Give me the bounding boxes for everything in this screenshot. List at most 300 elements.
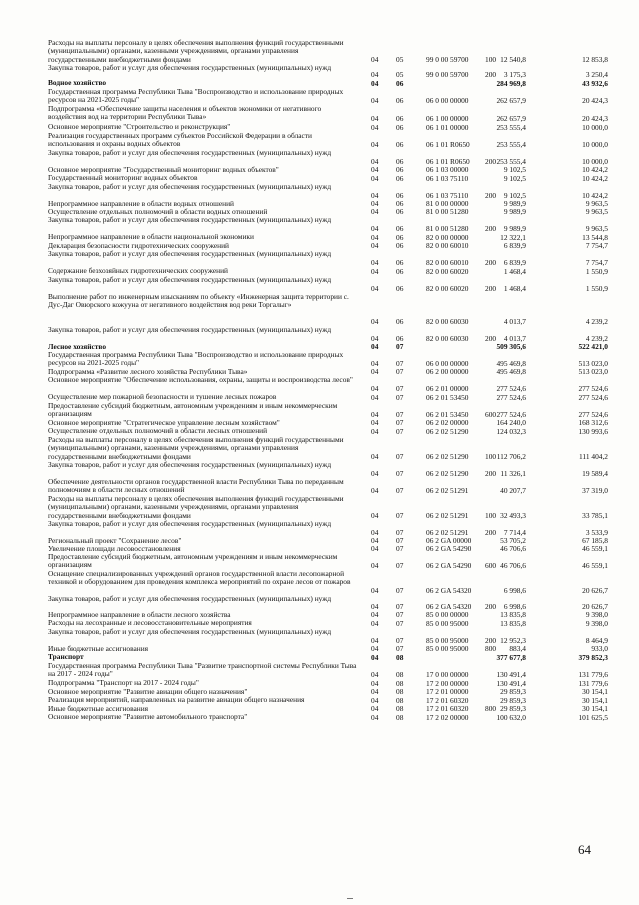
- target-article-cell: 06 1 01 R0650: [426, 139, 470, 149]
- row-name: Закупка товаров, работ и услуг для обеспечения государственных (муниципальных) нужд: [48, 594, 332, 603]
- amount-year-1-cell: 4 013,7: [503, 316, 526, 326]
- amount-year-2-cell: 9 963,5: [585, 223, 608, 233]
- podrazdel-cell: 07: [396, 366, 404, 376]
- table-row: [48, 326, 608, 343]
- razdel-cell: 04: [371, 78, 379, 88]
- amount-year-2-cell: 20 424,3: [582, 113, 608, 123]
- razdel-cell: 04: [371, 316, 379, 326]
- expense-type-cell: 200: [485, 468, 497, 478]
- podrazdel-cell: 06: [396, 190, 404, 200]
- razdel-cell: 04: [371, 139, 379, 149]
- razdel-cell: 04: [371, 223, 379, 233]
- amount-year-1-cell: 29 859,3: [500, 686, 526, 696]
- target-article-cell: 06 2 GA 54320: [426, 601, 472, 611]
- razdel-cell: 04: [371, 69, 379, 79]
- row-name: Основное мероприятие "Государственный мониторинг водных объектов": [48, 165, 279, 174]
- table-row: [48, 595, 608, 611]
- amount-year-2-cell: 933,0: [591, 643, 608, 653]
- amount-year-1-cell: 495 469,8: [496, 358, 526, 368]
- razdel-cell: 04: [371, 618, 379, 628]
- razdel-cell: 04: [371, 510, 379, 520]
- target-article-cell: 06 2 02 51291: [426, 510, 469, 520]
- razdel-cell: 04: [371, 358, 379, 368]
- table-row: [48, 553, 608, 570]
- amount-year-2-cell: 3 533,9: [585, 527, 608, 537]
- podrazdel-cell: 07: [396, 585, 404, 595]
- row-name: Декларация безопасности гидротехнических сооружений: [48, 241, 230, 250]
- amount-year-1-cell: 9 102,5: [503, 190, 526, 200]
- amount-year-2-cell: 168 312,6: [578, 417, 608, 427]
- table-row: [48, 662, 608, 679]
- expense-type-cell: 200: [485, 527, 497, 537]
- table-row: [48, 520, 608, 537]
- row-name: Государственный мониторинг водных объектов: [48, 173, 198, 182]
- target-article-cell: 82 0 00 60030: [426, 333, 469, 343]
- target-article-cell: 06 1 03 00000: [426, 164, 469, 174]
- podrazdel-cell: 07: [396, 417, 404, 427]
- amount-year-1-cell: 32 493,3: [500, 510, 526, 520]
- amount-year-1-cell: 253 555,4: [496, 139, 526, 149]
- table-row: [48, 351, 608, 368]
- razdel-cell: 04: [371, 190, 379, 200]
- table-row: [48, 88, 608, 105]
- table-row: [48, 570, 608, 595]
- target-article-cell: 06 1 01 R0650: [426, 156, 470, 166]
- podrazdel-cell: 06: [396, 232, 404, 242]
- target-article-cell: 06 2 01 53450: [426, 409, 469, 419]
- razdel-cell: 04: [371, 601, 379, 611]
- row-name: Подпрограмма "Транспорт на 2017 - 2024 годы": [48, 678, 199, 687]
- table-row: [48, 628, 608, 645]
- row-name: Государственная программа Республики Тыва "Воспроизводство и использование природных ресурсов на 2021-2025 годы": [48, 350, 344, 368]
- target-article-cell: 81 0 00 51280: [426, 206, 469, 216]
- razdel-cell: 04: [371, 678, 379, 688]
- target-article-cell: 85 0 00 95000: [426, 635, 469, 645]
- razdel-cell: 04: [371, 527, 379, 537]
- expense-type-cell: 600: [485, 409, 497, 419]
- row-name: Расходы на выплаты персоналу в целях обеспечения выполнения функций государственными (муниципальными) органами, казенными учреждениями, органами управления государственными внебюджетными фондами: [48, 494, 344, 520]
- podrazdel-cell: 06: [396, 113, 404, 123]
- podrazdel-cell: 08: [396, 703, 404, 713]
- podrazdel-cell: 06: [396, 122, 404, 132]
- razdel-cell: 04: [371, 426, 379, 436]
- row-name: Закупка товаров, работ и услуг для обеспечения государственных (муниципальных) нужд: [48, 460, 332, 469]
- expense-type-cell: 100: [485, 451, 497, 461]
- amount-year-2-cell: 513 023,0: [578, 358, 608, 368]
- row-name: Закупка товаров, работ и услуг для обеспечения государственных (муниципальных) нужд: [48, 249, 332, 258]
- target-article-cell: 06 2 02 51290: [426, 451, 469, 461]
- amount-year-1-cell: 1 468,4: [503, 283, 526, 293]
- table-row: [48, 461, 608, 478]
- amount-year-1-cell: 53 705,2: [500, 535, 526, 545]
- row-name: Расходы на выплаты персоналу в целях обеспечения выполнения функций государственными (муниципальными) органами, казенными учреждениями, органами управления государственными внебюджетными фондами: [48, 38, 344, 64]
- amount-year-1-cell: 9 989,9: [503, 198, 526, 208]
- target-article-cell: 82 0 00 60010: [426, 240, 469, 250]
- target-article-cell: 06 1 00 00000: [426, 113, 469, 123]
- amount-year-2-cell: 277 524,6: [578, 392, 608, 402]
- row-name: Расходы на лесохранные и лесовосстановительные мероприятия: [48, 618, 252, 627]
- target-article-cell: 85 0 00 00000: [426, 609, 469, 619]
- target-article-cell: 06 0 00 00000: [426, 358, 469, 368]
- table-row: [48, 645, 608, 653]
- row-name: Закупка товаров, работ и услуг для обеспечения государственных (муниципальных) нужд: [48, 215, 332, 224]
- podrazdel-cell: 08: [396, 669, 404, 679]
- razdel-cell: 04: [371, 585, 379, 595]
- target-article-cell: 06 2 GA 54290: [426, 543, 472, 553]
- table-row: [48, 132, 608, 149]
- row-name: Содержание безхозяйных гидротехнических сооружений: [48, 266, 229, 275]
- amount-year-1-cell: 164 240,0: [496, 417, 526, 427]
- razdel-cell: 04: [371, 383, 379, 393]
- amount-year-1-cell: 495 469,8: [496, 366, 526, 376]
- target-article-cell: 99 0 00 59700: [426, 54, 469, 64]
- amount-year-2-cell: 10 000,0: [582, 156, 608, 166]
- row-name: Основное мероприятие "Стратегическое управление лесным хозяйством": [48, 418, 280, 427]
- razdel-cell: 04: [371, 635, 379, 645]
- amount-year-1-cell: 1 468,4: [503, 266, 526, 276]
- row-name: Непрограммное направление в области водных отношений: [48, 199, 235, 208]
- target-article-cell: 06 2 01 00000: [426, 383, 469, 393]
- row-name: Предоставление субсидий бюджетным, автономным учреждениям и иным некоммерческим организациям: [48, 401, 338, 419]
- row-name: Реализация мероприятий, направленных на развитие авиации общего назначения: [48, 695, 305, 704]
- amount-year-2-cell: 8 464,9: [585, 635, 608, 645]
- row-name: Непрограммное направление в области лесного хозяйства: [48, 610, 231, 619]
- amount-year-1-cell: 4 013,7: [503, 333, 526, 343]
- razdel-cell: 04: [371, 703, 379, 713]
- amount-year-1-cell: 377 677,8: [496, 652, 526, 662]
- row-name: Закупка товаров, работ и услуг для обеспечения государственных (муниципальных) нужд: [48, 63, 332, 72]
- row-name: Закупка товаров, работ и услуг для обеспечения государственных (муниципальных) нужд: [48, 519, 332, 528]
- razdel-cell: 04: [371, 266, 379, 276]
- podrazdel-cell: 07: [396, 635, 404, 645]
- amount-year-1-cell: 9 102,5: [503, 173, 526, 183]
- podrazdel-cell: 08: [396, 695, 404, 705]
- table-row: [48, 105, 608, 123]
- row-name: Закупка товаров, работ и услуг для обеспечения государственных (муниципальных) нужд: [48, 148, 332, 157]
- razdel-cell: 04: [371, 232, 379, 242]
- row-name: Предоставление субсидий бюджетным, автономным учреждениям и иным некоммерческим организациям: [48, 552, 338, 570]
- amount-year-2-cell: 10 424,2: [582, 190, 608, 200]
- amount-year-2-cell: 277 524,6: [578, 383, 608, 393]
- amount-year-2-cell: 46 559,1: [582, 560, 608, 570]
- target-article-cell: 85 0 00 95000: [426, 618, 469, 628]
- razdel-cell: 04: [371, 122, 379, 132]
- target-article-cell: 82 0 00 60010: [426, 257, 469, 267]
- amount-year-2-cell: 10 000,0: [582, 122, 608, 132]
- target-article-cell: 06 2 GA 54320: [426, 585, 472, 595]
- row-name: Государственная программа Республики Тыва "Воспроизводство и использование природных ресурсов на 2021-2025 годы": [48, 87, 344, 105]
- amount-year-1-cell: 277 524,6: [496, 409, 526, 419]
- row-name: Реализация государственных программ субъектов Российской Федерации в области использования и охраны водных объектов: [48, 131, 312, 149]
- razdel-cell: 04: [371, 206, 379, 216]
- target-article-cell: 82 0 00 60020: [426, 283, 469, 293]
- row-name: Оснащение специализированных учреждений органов государственной власти лесопожарной техникой и оборудованием для проведения комплекса мероприятий по охране лесов от пожаров: [48, 569, 351, 587]
- podrazdel-cell: 07: [396, 451, 404, 461]
- amount-year-2-cell: 7 754,7: [585, 240, 608, 250]
- amount-year-1-cell: 13 835,8: [500, 618, 526, 628]
- amount-year-1-cell: 46 706,6: [500, 560, 526, 570]
- podrazdel-cell: 06: [396, 206, 404, 216]
- podrazdel-cell: 06: [396, 333, 404, 343]
- razdel-cell: 04: [371, 643, 379, 653]
- podrazdel-cell: 07: [396, 485, 404, 495]
- expense-type-cell: 200: [485, 257, 497, 267]
- podrazdel-cell: 07: [396, 426, 404, 436]
- row-name: Закупка товаров, работ и услуг для обеспечения государственных (муниципальных) нужд: [48, 627, 332, 636]
- amount-year-2-cell: 1 550,9: [585, 283, 608, 293]
- expense-type-cell: 800: [485, 703, 497, 713]
- razdel-cell: 04: [371, 113, 379, 123]
- razdel-cell: 04: [371, 257, 379, 267]
- podrazdel-cell: 07: [396, 601, 404, 611]
- expense-type-cell: 600: [485, 560, 497, 570]
- amount-year-1-cell: 253 555,4: [496, 122, 526, 132]
- razdel-cell: 04: [371, 54, 379, 64]
- target-article-cell: 06 2 00 00000: [426, 366, 469, 376]
- table-row: [48, 64, 608, 79]
- row-name: Лесное хозяйство: [48, 342, 107, 351]
- target-article-cell: 82 0 00 60030: [426, 316, 469, 326]
- razdel-cell: 04: [371, 609, 379, 619]
- table-row: [48, 376, 608, 393]
- podrazdel-cell: 07: [396, 560, 404, 570]
- amount-year-1-cell: 253 555,4: [496, 156, 526, 166]
- amount-year-2-cell: 277 524,6: [578, 409, 608, 419]
- podrazdel-cell: 06: [396, 78, 404, 88]
- amount-year-1-cell: 262 657,9: [496, 113, 526, 123]
- podrazdel-cell: 07: [396, 543, 404, 553]
- razdel-cell: 04: [371, 560, 379, 570]
- razdel-cell: 04: [371, 451, 379, 461]
- razdel-cell: 04: [371, 409, 379, 419]
- amount-year-2-cell: 9 963,5: [585, 198, 608, 208]
- row-name: Непрограммное направление в области национальной экономики: [48, 232, 254, 241]
- razdel-cell: 04: [371, 164, 379, 174]
- row-name: Осуществление отдельных полномочий в области водных отношений: [48, 207, 268, 216]
- amount-year-2-cell: 4 239,2: [585, 333, 608, 343]
- amount-year-2-cell: 20 626,7: [582, 585, 608, 595]
- podrazdel-cell: 06: [396, 266, 404, 276]
- amount-year-2-cell: 9 398,0: [585, 618, 608, 628]
- target-article-cell: 82 0 00 00000: [426, 232, 469, 242]
- amount-year-2-cell: 13 544,8: [582, 232, 608, 242]
- amount-year-2-cell: 9 963,5: [585, 206, 608, 216]
- row-name: Водное хозяйство: [48, 78, 107, 87]
- target-article-cell: 06 1 01 00000: [426, 122, 469, 132]
- amount-year-2-cell: 9 398,0: [585, 609, 608, 619]
- amount-year-1-cell: 883,4: [509, 643, 526, 653]
- target-article-cell: 06 2 02 51291: [426, 485, 469, 495]
- amount-year-2-cell: 4 239,2: [585, 316, 608, 326]
- amount-year-1-cell: 112 706,2: [496, 451, 526, 461]
- target-article-cell: 06 0 00 00000: [426, 95, 469, 105]
- podrazdel-cell: 06: [396, 240, 404, 250]
- podrazdel-cell: 07: [396, 383, 404, 393]
- target-article-cell: 82 0 00 60020: [426, 266, 469, 276]
- razdel-cell: 04: [371, 535, 379, 545]
- podrazdel-cell: 06: [396, 164, 404, 174]
- expense-type-cell: 200: [485, 635, 497, 645]
- target-article-cell: 06 1 03 75110: [426, 190, 469, 200]
- row-name: Подпрограмма «Обеспечение защиты населения и объектов экономики от негативного воздействия вод на территории Республики Тыва»: [48, 104, 322, 122]
- amount-year-2-cell: 10 424,2: [582, 164, 608, 174]
- podrazdel-cell: 07: [396, 618, 404, 628]
- table-row: [48, 436, 608, 461]
- amount-year-2-cell: 33 785,1: [582, 510, 608, 520]
- podrazdel-cell: 07: [396, 643, 404, 653]
- amount-year-2-cell: 3 250,4: [585, 69, 608, 79]
- table-row: [48, 183, 608, 200]
- razdel-cell: 04: [371, 695, 379, 705]
- podrazdel-cell: 06: [396, 156, 404, 166]
- amount-year-1-cell: 29 859,3: [500, 695, 526, 705]
- row-name: Государственная программа Республики Тыва "Развитие транспортной системы Республики Тыва на 2017 - 2024 годы": [48, 661, 357, 679]
- razdel-cell: 04: [371, 669, 379, 679]
- amount-year-1-cell: 6 998,6: [503, 585, 526, 595]
- amount-year-1-cell: 9 989,9: [503, 206, 526, 216]
- razdel-cell: 04: [371, 712, 379, 722]
- podrazdel-cell: 07: [396, 535, 404, 545]
- table-row: [48, 216, 608, 233]
- target-article-cell: 06 2 02 51291: [426, 527, 469, 537]
- table-row: [48, 250, 608, 267]
- target-article-cell: 06 2 02 51290: [426, 426, 469, 436]
- amount-year-1-cell: 12 322,1: [500, 232, 526, 242]
- podrazdel-cell: 06: [396, 173, 404, 183]
- row-name: Закупка товаров, работ и услуг для обеспечения государственных (муниципальных) нужд: [48, 182, 332, 191]
- scan-mark: [347, 898, 353, 899]
- target-article-cell: 06 2 01 53450: [426, 392, 469, 402]
- podrazdel-cell: 07: [396, 510, 404, 520]
- amount-year-1-cell: 284 969,8: [496, 78, 526, 88]
- amount-year-1-cell: 13 835,8: [500, 609, 526, 619]
- target-article-cell: 17 2 01 60320: [426, 703, 469, 713]
- row-name: Увеличение площади лесовосстановления: [48, 544, 181, 553]
- amount-year-2-cell: 30 154,1: [582, 703, 608, 713]
- target-article-cell: 06 2 02 00000: [426, 417, 469, 427]
- amount-year-2-cell: 379 852,3: [578, 652, 608, 662]
- podrazdel-cell: 07: [396, 341, 404, 351]
- amount-year-1-cell: 130 491,4: [496, 678, 526, 688]
- podrazdel-cell: 05: [396, 69, 404, 79]
- expense-type-cell: 200: [485, 601, 497, 611]
- razdel-cell: 04: [371, 366, 379, 376]
- amount-year-2-cell: 131 779,6: [578, 669, 608, 679]
- amount-year-2-cell: 111 404,2: [578, 451, 608, 461]
- row-name: Обеспечение деятельности органов государственной власти Республики Тыва по переданным полномочиям в области лесных отношений: [48, 477, 344, 495]
- amount-year-1-cell: 11 326,1: [500, 468, 526, 478]
- razdel-cell: 04: [371, 198, 379, 208]
- podrazdel-cell: 08: [396, 678, 404, 688]
- target-article-cell: 17 0 00 00000: [426, 669, 469, 679]
- amount-year-2-cell: 513 023,0: [578, 366, 608, 376]
- amount-year-2-cell: 20 626,7: [582, 601, 608, 611]
- target-article-cell: 81 0 00 00000: [426, 198, 469, 208]
- amount-year-2-cell: 12 853,8: [582, 54, 608, 64]
- podrazdel-cell: 07: [396, 468, 404, 478]
- expense-type-cell: 200: [485, 156, 497, 166]
- podrazdel-cell: 06: [396, 316, 404, 326]
- amount-year-2-cell: 30 154,1: [582, 695, 608, 705]
- razdel-cell: 04: [371, 333, 379, 343]
- target-article-cell: 06 2 GA 54290: [426, 560, 472, 570]
- row-name: Основное мероприятие "Развитие автомобильного транспорта": [48, 712, 248, 721]
- razdel-cell: 04: [371, 341, 379, 351]
- razdel-cell: 04: [371, 283, 379, 293]
- amount-year-1-cell: 6 839,9: [503, 257, 526, 267]
- expense-type-cell: 100: [485, 54, 497, 64]
- amount-year-1-cell: 130 491,4: [496, 669, 526, 679]
- podrazdel-cell: 07: [396, 392, 404, 402]
- row-name: Основное мероприятие "Строительство и реконструкция": [48, 122, 231, 131]
- expense-type-cell: 200: [485, 223, 497, 233]
- expense-type-cell: 200: [485, 69, 497, 79]
- row-name: Основное мероприятие "Обеспечение использования, охраны, защиты и воспроизводства лесов": [48, 375, 353, 384]
- razdel-cell: 04: [371, 173, 379, 183]
- expense-type-cell: 200: [485, 283, 497, 293]
- amount-year-2-cell: 10 000,0: [582, 139, 608, 149]
- razdel-cell: 04: [371, 543, 379, 553]
- amount-year-1-cell: 6 839,9: [503, 240, 526, 250]
- row-name: Закупка товаров, работ и услуг для обеспечения государственных (муниципальных) нужд: [48, 325, 332, 334]
- table-row: [48, 39, 608, 64]
- razdel-cell: 04: [371, 95, 379, 105]
- table-row: [48, 293, 608, 326]
- razdel-cell: 04: [371, 652, 379, 662]
- target-article-cell: 17 2 02 00000: [426, 712, 469, 722]
- target-article-cell: 17 2 01 60320: [426, 695, 469, 705]
- row-name: Иные бюджетные ассигнования: [48, 704, 149, 713]
- razdel-cell: 04: [371, 156, 379, 166]
- row-name: Закупка товаров, работ и услуг для обеспечения государственных (муниципальных) нужд: [48, 275, 332, 284]
- amount-year-1-cell: 262 657,9: [496, 95, 526, 105]
- amount-year-2-cell: 30 154,1: [582, 686, 608, 696]
- row-name: Расходы на выплаты персоналу в целях обеспечения выполнения функций государственными (муниципальными) органами, казенными учреждениями, органами управления государственными внебюджетными фондами: [48, 435, 344, 461]
- amount-year-1-cell: 12 952,3: [500, 635, 526, 645]
- podrazdel-cell: 08: [396, 652, 404, 662]
- amount-year-2-cell: 130 993,6: [578, 426, 608, 436]
- podrazdel-cell: 06: [396, 257, 404, 267]
- podrazdel-cell: 06: [396, 223, 404, 233]
- amount-year-2-cell: 20 424,3: [582, 95, 608, 105]
- podrazdel-cell: 06: [396, 198, 404, 208]
- row-name: Осуществление мер пожарной безопасности и тушение лесных пожаров: [48, 392, 277, 401]
- target-article-cell: 85 0 00 95000: [426, 643, 469, 653]
- amount-year-2-cell: 67 185,8: [582, 535, 608, 545]
- razdel-cell: 04: [371, 686, 379, 696]
- podrazdel-cell: 07: [396, 609, 404, 619]
- target-article-cell: 17 2 00 00000: [426, 678, 469, 688]
- expense-type-cell: 800: [485, 643, 497, 653]
- row-name: Подпрограмма «Развитие лесного хозяйства Республики Тыва»: [48, 367, 248, 376]
- table-row: [48, 478, 608, 495]
- podrazdel-cell: 07: [396, 409, 404, 419]
- expense-type-cell: 200: [485, 190, 497, 200]
- podrazdel-cell: 06: [396, 283, 404, 293]
- row-name: Транспорт: [48, 652, 84, 661]
- amount-year-1-cell: 100 632,0: [496, 712, 526, 722]
- amount-year-1-cell: 46 706,6: [500, 543, 526, 553]
- razdel-cell: 04: [371, 485, 379, 495]
- amount-year-2-cell: 131 779,6: [578, 678, 608, 688]
- amount-year-1-cell: 7 714,4: [503, 527, 526, 537]
- razdel-cell: 04: [371, 240, 379, 250]
- amount-year-1-cell: 277 524,6: [496, 383, 526, 393]
- row-name: Региональный проект "Сохранение лесов": [48, 536, 182, 545]
- amount-year-2-cell: 522 421,0: [578, 341, 608, 351]
- podrazdel-cell: 06: [396, 139, 404, 149]
- podrazdel-cell: 08: [396, 712, 404, 722]
